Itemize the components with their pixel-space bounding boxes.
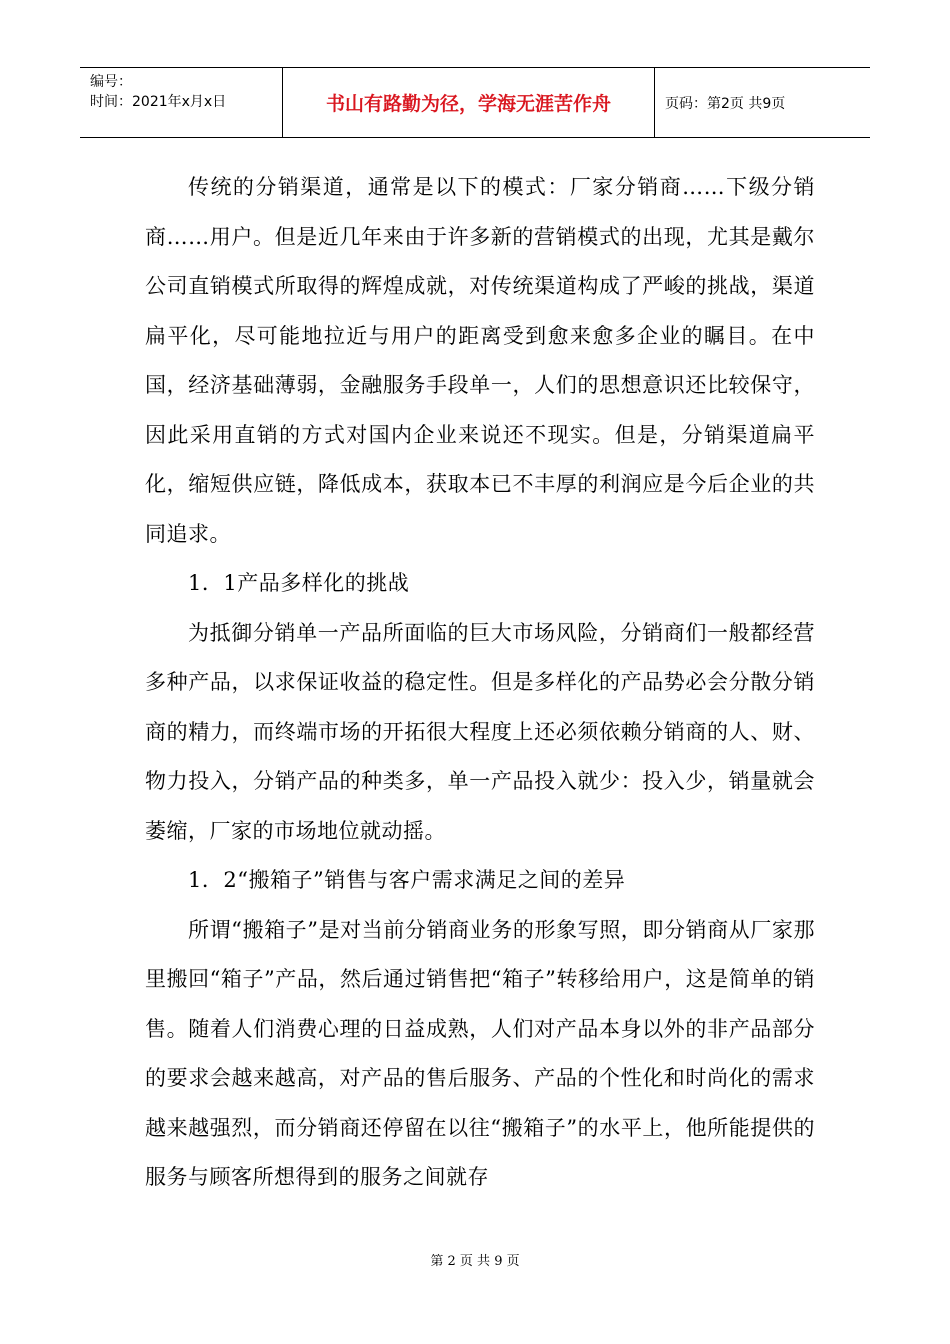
- header-page-info: 页码：第2页 共9页: [665, 95, 786, 112]
- header-meta: [80, 68, 283, 137]
- number-label: 编号：: [90, 74, 132, 90]
- time-label: 时间：2021年x月x日: [90, 94, 227, 110]
- page-footer: 第 2 页 共 9 页: [430, 1254, 520, 1269]
- page-header: [80, 67, 870, 138]
- section-heading-1-1: 1．1产品多样化的挑战: [188, 571, 410, 595]
- document-body: [145, 163, 815, 1203]
- paragraph-diversification: 为抵御分销单一产品所面临的巨大市场风险，分销商们一般都经营多种产品，以求保证收益的稳定性。但是多样化的产品势必会分散分销商的精力，而终端市场的开拓很大程度上还必须依赖分销商的人、财、物力投入，分销产品的种类多，单一产品投入就少：投入少，销量就会萎缩，厂家的市场地位就动摇。: [145, 620, 815, 843]
- paragraph-channels: 传统的分销渠道，通常是以下的模式：厂家分销商……下级分销商……用户。但是近几年来由于许多新的营销模式的出现，尤其是戴尔公司直销模式所取得的辉煌成就，对传统渠道构成了严峻的挑战，渠道扁平化，尽可能地拉近与用户的距离受到愈来愈多企业的瞩目。在中国，经济基础薄弱，金融服务手段单一，人们的思想意识还比较保守，因此采用直销的方式对国内企业来说还不现实。但是，分销渠道扁平化，缩短供应链，降低成本，获取本已不丰厚的利润应是今后企业的共同追求。: [145, 175, 815, 546]
- header-motto: 书山有路勤为径，学海无涯苦作舟: [283, 68, 655, 137]
- section-heading-1-2: 1．2“搬箱子”销售与客户需求满足之间的差异: [188, 868, 626, 892]
- paragraph-moving-boxes: 所谓“搬箱子”是对当前分销商业务的形象写照，即分销商从厂家那里搬回“箱子”产品，然后通过销售把“箱子”转移给用户，这是简单的销售。随着人们消费心理的日益成熟，人们对产品本身以外的非产品部分的要求会越来越高，对产品的售后服务、产品的个性化和时尚化的需求越来越强烈，而分销商还停留在以往“搬箱子”的水平上，他所能提供的服务与顾客所想得到的服务之间就存: [145, 917, 815, 1189]
